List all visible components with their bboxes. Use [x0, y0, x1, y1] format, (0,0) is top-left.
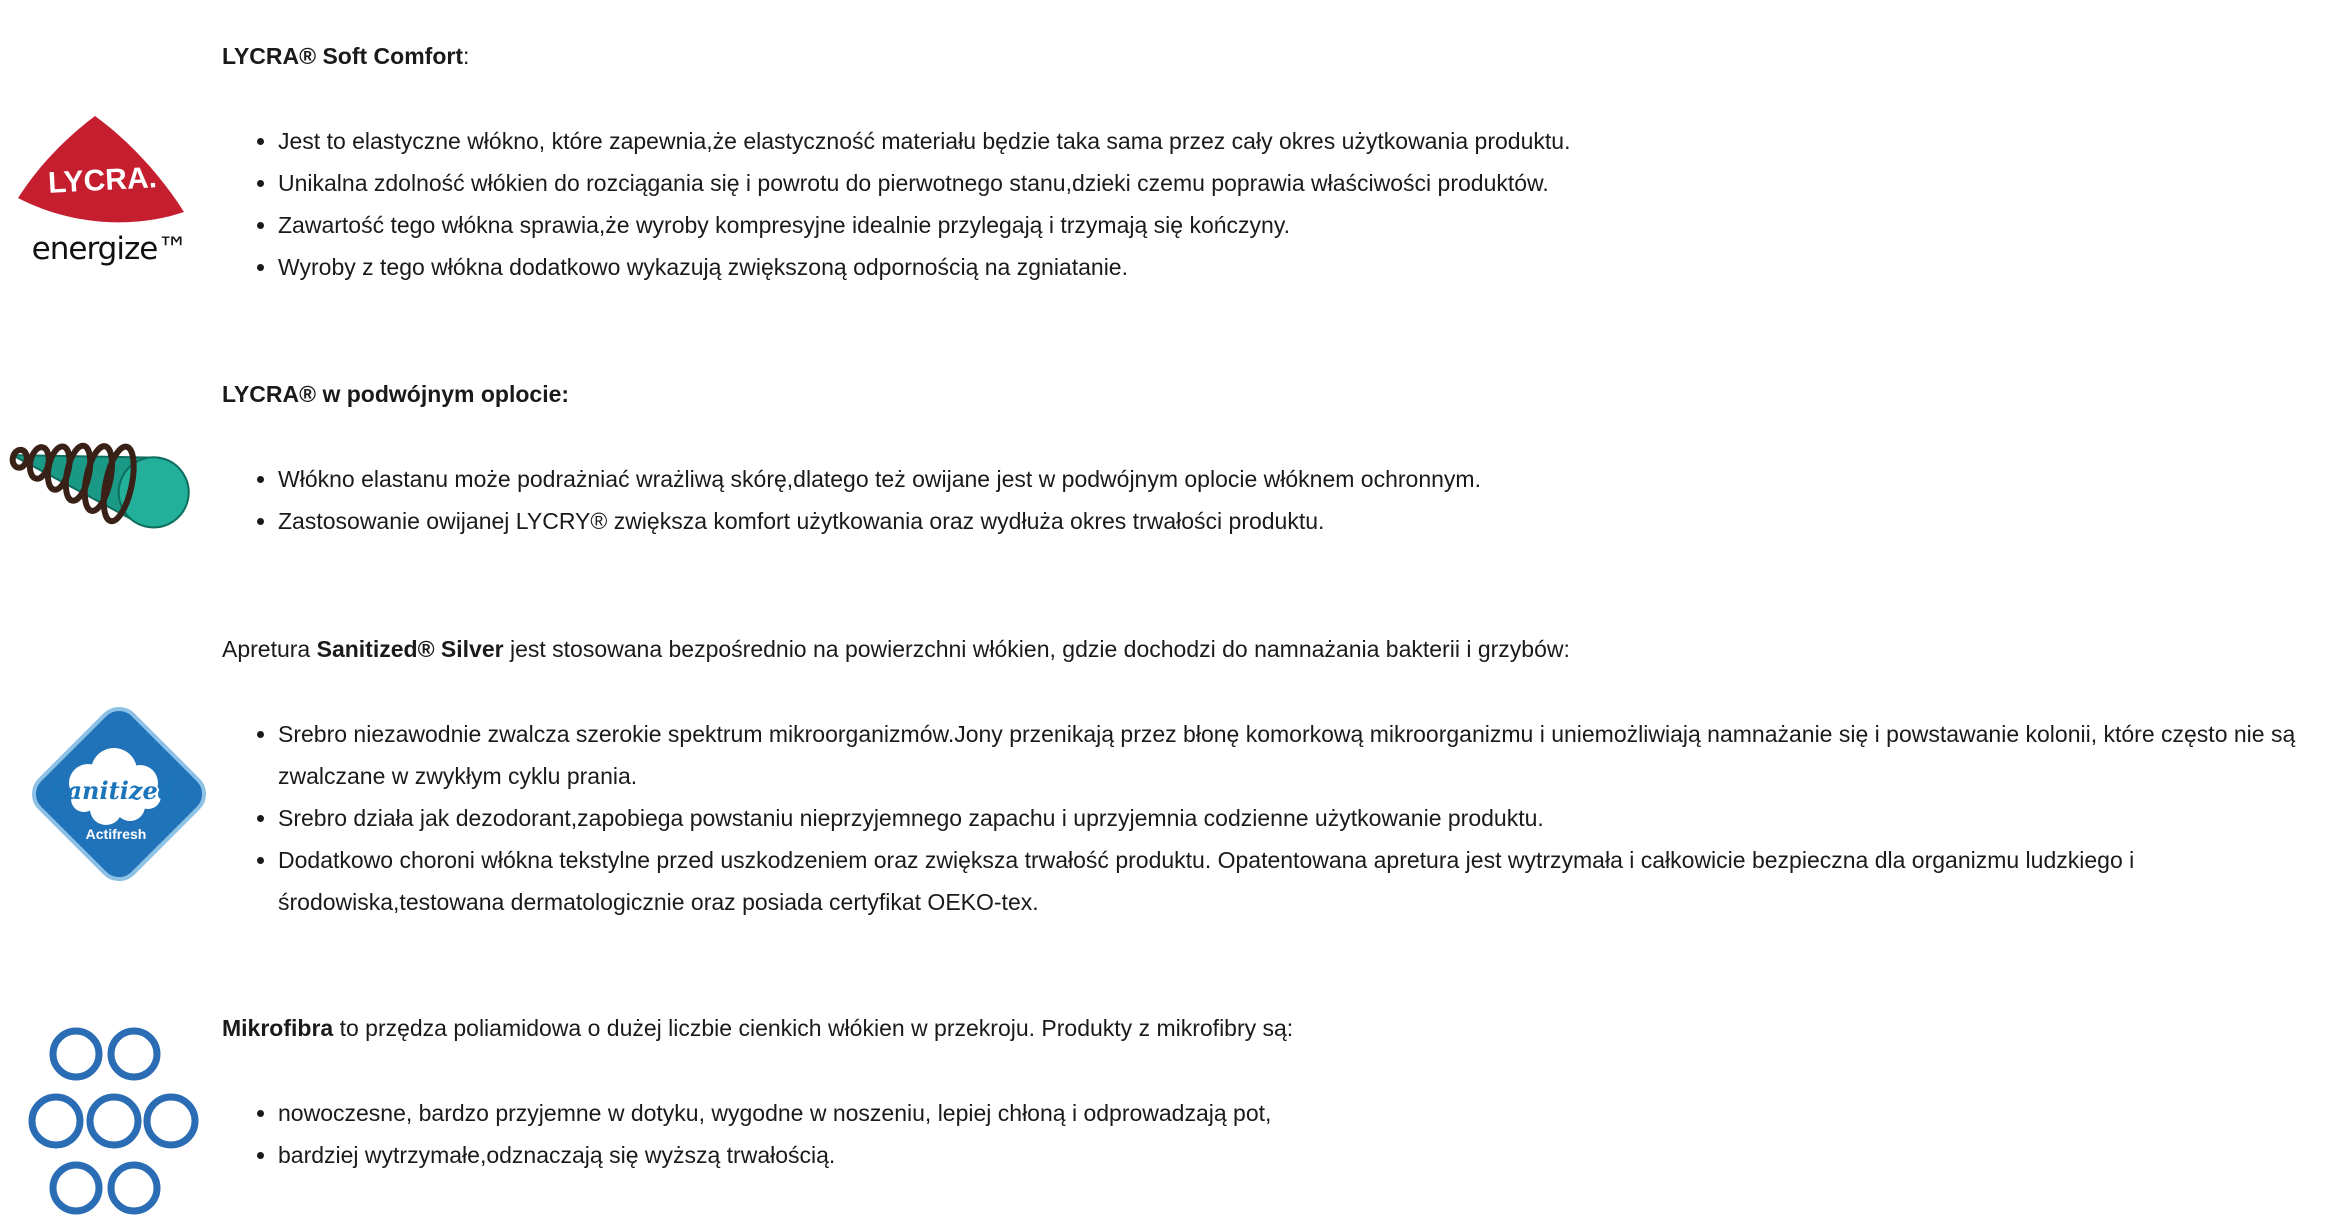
sanitized-wordmark: Sanitized.: [48, 776, 183, 805]
list-item: • Zawartość tego włókna sprawia,że wyroby kompresyjne idealnie przylegają i trzymają się kończyny.: [278, 204, 2307, 246]
bullet-list: [222, 713, 2307, 923]
section-content: [222, 1012, 2307, 1176]
heading-bold: Sanitized® Silver: [316, 636, 504, 662]
heading-bold: LYCRA® w podwójnym oplocie:: [222, 381, 570, 407]
list-item: • Wyroby z tego włókna dodatkowo wykazują zwiększoną odpornością na zgniatanie.: [278, 246, 2307, 288]
heading-bold: Mikrofibra: [222, 1015, 334, 1041]
list-item: • Włókno elastanu może podrażniać wrażliwą skórę,dlatego też owijane jest w podwójnym oplocie włóknem ochronnym.: [278, 458, 2307, 500]
section-mikrofibra: [0, 1012, 2340, 1176]
list-item: • Srebro działa jak dezodorant,zapobiega powstaniu nieprzyjemnego zapachu i uprzyjemnia codzienne użytkowanie produktu.: [278, 797, 2307, 839]
heading-suffix: jest stosowana bezpośrednio na powierzchni włókien, gdzie dochodzi do namnażania bakterii i grzybów:: [503, 636, 1570, 662]
microfiber-circles-icon: [28, 1024, 243, 1226]
section-heading: [222, 40, 2307, 72]
list-item: • Srebro niezawodnie zwalcza szerokie spektrum mikroorganizmów.Jony przenikają przez błonę komorkową mikroorganizmu i uniemożliwiają namnażanie się i powstawanie kolonii, które często nie są zwalczane w zwykłym cyklu prania.: [278, 713, 2307, 797]
section-content: [222, 633, 2307, 923]
wrapped-fiber-image: [0, 423, 215, 550]
section-lycra-soft-comfort: [0, 40, 2340, 288]
section-sanitized-silver: [0, 633, 2340, 923]
lycra-wordmark: LYCRA.: [46, 161, 158, 200]
heading-prefix: Apretura: [222, 636, 317, 662]
list-item: • bardziej wytrzymałe,odznaczają się wyższą trwałością.: [278, 1134, 2307, 1176]
section-heading: [222, 378, 2307, 410]
list-item: • nowoczesne, bardzo przyjemne w dotyku, wygodne w noszeniu, lepiej chłoną i odprowadzają pot,: [278, 1092, 2307, 1134]
section-heading: [222, 1012, 2307, 1044]
bullet-list: [222, 458, 2307, 542]
section-content: [222, 40, 2307, 288]
heading-suffix: to przędza poliamidowa o dużej liczbie cienkich włókien w przekroju. Produkty z mikrofibry są:: [333, 1015, 1294, 1041]
lycra-energize-logo: [2, 110, 217, 267]
microfiber-icon: [28, 1024, 203, 1222]
section-content: [222, 378, 2307, 542]
section-lycra-double-wrap: [0, 378, 2340, 542]
wrapped-fiber-icon: [5, 423, 210, 545]
list-item: • Unikalna zdolność włókien do rozciągania się i powrotu do pierwotnego stanu,dzieki czemu poprawia właściwości produktów.: [278, 162, 2307, 204]
sanitized-diamond-icon: [20, 695, 212, 895]
heading-bold: LYCRA® Soft Comfort: [222, 43, 463, 69]
microfiber-circles: [32, 1031, 195, 1211]
sanitized-actifresh-logo: [8, 695, 223, 900]
sanitized-tagline: Actifresh: [85, 826, 146, 842]
list-item: • Jest to elastyczne włókno, które zapewnia,że elastyczność materiału będzie taka sama przez cały okres użytkowania produktu.: [278, 120, 2307, 162]
heading-suffix: :: [462, 43, 470, 69]
bullet-list: [222, 120, 2307, 288]
lycra-shape-icon: [10, 110, 210, 232]
list-item: • Zastosowanie owijanej LYCRY® zwiększa komfort użytkowania oraz wydłuża okres trwałości produktu.: [278, 500, 2307, 542]
bullet-list: [222, 1092, 2307, 1176]
list-item: • Dodatkowo choroni włókna tekstylne przed uszkodzeniem oraz zwiększa trwałość produktu. Opatentowana apretura jest wytrzymała i całkowicie bezpieczna dla organizmu ludzkiego i środowiska,testowana dermatologicznie oraz posiada certyfikat OEKO-tex.: [278, 839, 2307, 923]
section-heading: [222, 633, 2307, 665]
energize-tagline: energize™: [31, 231, 188, 267]
